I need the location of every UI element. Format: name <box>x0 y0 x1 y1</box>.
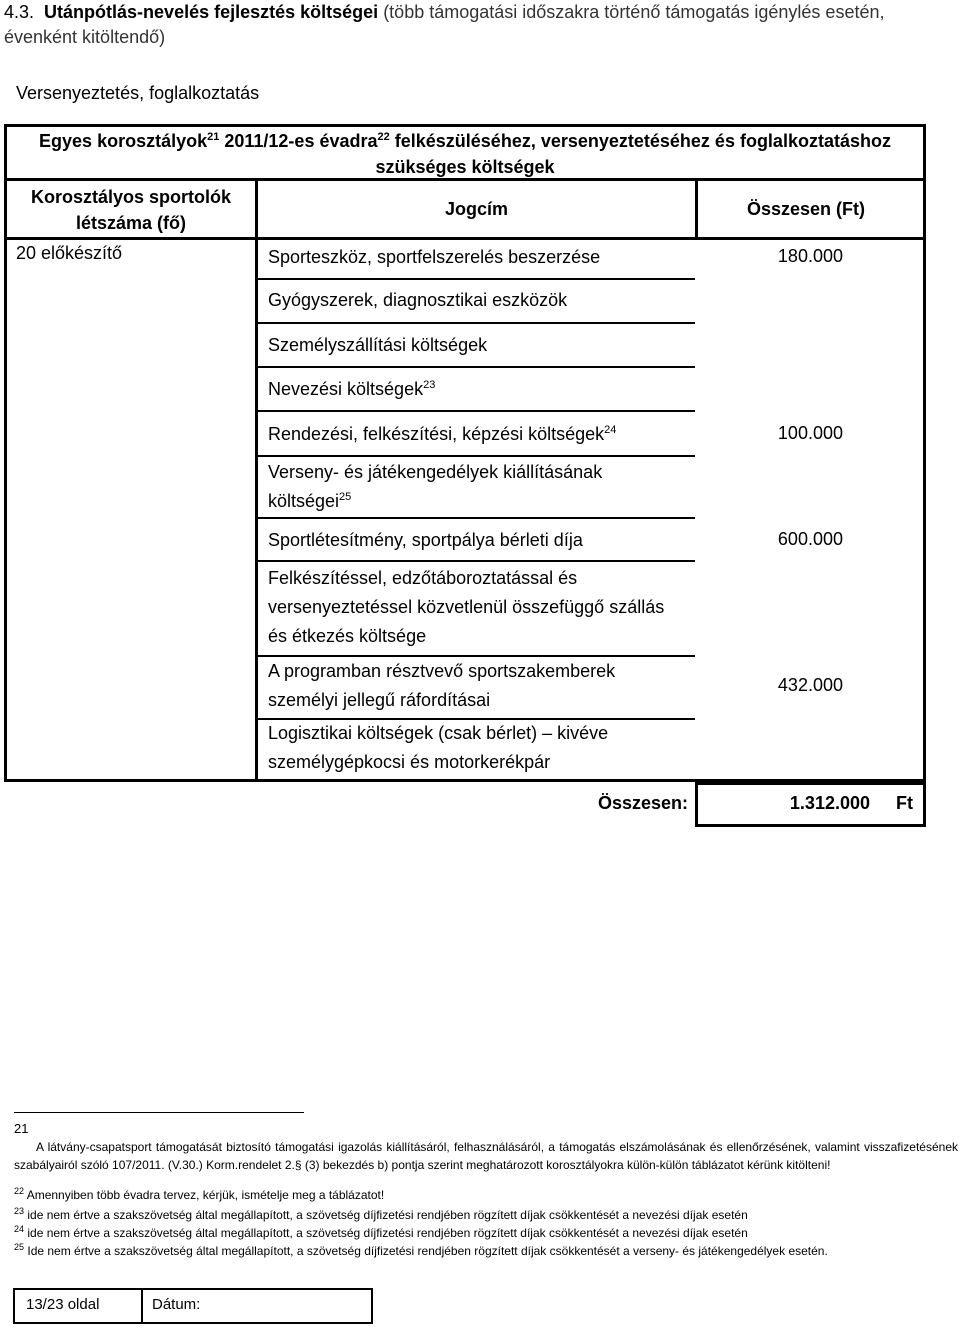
footnote: $^{22}$ Amennyiben több évadra tervez, kérjük, ismételje meg a táblázatot! <box>14 1186 385 1202</box>
section-number: 4.3. <box>4 2 35 22</box>
row-divider <box>255 517 695 519</box>
age-group: 20 előkészítő <box>16 243 123 263</box>
row-divider <box>255 366 695 368</box>
footnote: $^{23}$ ide nem értve a szakszövetség által megállapított, a szövetség díjfizetési rendjében rögzített díjak csökkentését a nevezési díjak esetén <box>14 1206 748 1222</box>
table-row: Logisztikai költségek (csak bérlet) – kivéve személygépkocsi és motorkerékpár <box>268 723 609 772</box>
row-divider <box>255 410 695 412</box>
section-heading <box>4 0 956 50</box>
section-title: Utánpótlás-nevelés fejlesztés költségei <box>44 2 379 22</box>
col-header-title: Jogcím <box>444 199 509 219</box>
table-row: Személyszállítási költségek <box>268 335 488 355</box>
total-value: 1.312.000 <box>789 793 870 813</box>
divider <box>141 1288 143 1324</box>
date-label: Dátum: <box>152 1296 201 1313</box>
divider <box>4 178 926 181</box>
table-row: Sporteszköz, sportfelszerelés beszerzése <box>268 247 601 267</box>
section-note: (több támogatási időszakra történő támogatás igénylés esetén, évenként kitöltendő) <box>4 2 885 47</box>
row-divider <box>255 322 695 324</box>
table-row: Gyógyszerek, diagnosztikai eszközök <box>268 290 568 310</box>
row-divider <box>255 278 695 280</box>
subtitle: Versenyeztetés, foglalkoztatás <box>16 83 260 103</box>
footnote: 21 A látvány-csapatsport támogatását biztosító támogatási igazolás kiállításáról, felhasználásáról, a támogatás elszámolásának és ellenőrzésének, valamint visszafizetésének szabályairól szóló 107/2011. (V.30.) Korm.rendelet 2.§ (3) bekezdés b) pontja szerint meghatározott korosztályokra külön-külön táblázatot kérünk kitölteni! <box>14 1121 958 1172</box>
table-row: Nevezési költségek$^{23}$ <box>268 379 436 399</box>
row-divider <box>255 560 695 562</box>
divider <box>4 237 926 240</box>
divider <box>255 178 258 782</box>
row-value: 600.000 <box>777 529 843 549</box>
page-number: 13/23 oldal <box>26 1296 100 1313</box>
footnote-rule <box>14 1112 304 1113</box>
table-row: Sportlétesítmény, sportpálya bérleti díja <box>268 530 583 550</box>
table-row: Verseny- és játékengedélyek kiállításának költségei$^{25}$ <box>268 462 603 511</box>
col-header-athletes: Korosztályos sportolók létszáma (fő) <box>30 187 232 233</box>
row-divider <box>255 455 695 457</box>
table-row: Felkészítéssel, edzőtáboroztatással és versenyeztetéssel közvetlenül összefüggő szállás és étkezés költsége <box>268 568 665 646</box>
table-row: Rendezési, felkészítési, képzési költségek$^{24}$ <box>268 424 617 444</box>
footnote: $^{25}$ Ide nem értve a szakszövetség által megállapított, a szövetség díjfizetési rendjében rögzített díjak csökkentését a verseny- és játékengedélyek esetén. <box>14 1242 828 1258</box>
footnote: $^{24}$ ide nem értve a szakszövetség által megállapított, a szövetség díjfizetési rendjében rögzített díjak csökkentését a nevezési díjak esetén <box>14 1224 748 1240</box>
col-header-total: Összesen (Ft) <box>746 199 865 219</box>
row-value: 432.000 <box>777 675 843 695</box>
table-title: Egyes korosztályok$^{21}$ 2011/12-es évadra$^{22}$ felkészüléséhez, versenyeztetéséhez és foglalkoztatáshoz szükséges költségek <box>39 131 891 177</box>
row-value: 100.000 <box>777 423 843 443</box>
total-label: Összesen: <box>597 793 688 813</box>
total-unit: Ft <box>896 793 913 813</box>
row-value: 180.000 <box>777 246 843 266</box>
table-row: A programban résztvevő sportszakemberek személyi jellegű ráfordításai <box>268 661 616 710</box>
